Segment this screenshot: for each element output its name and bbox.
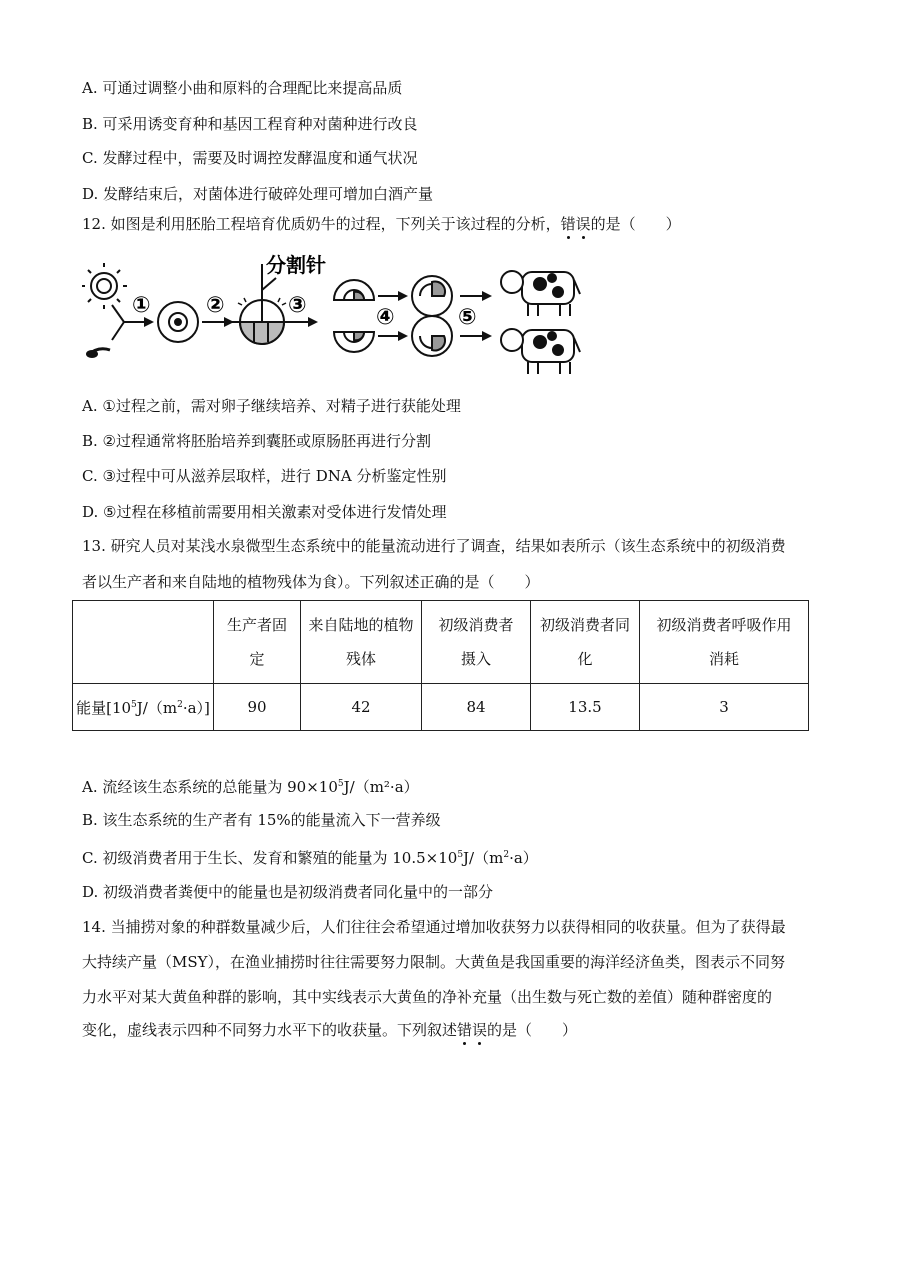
q14-line-3: 力水平对某大黄鱼种群的影响，其中实线表示大黄鱼的净补充量（出生数与死亡数的差值）随种群密度的 (82, 988, 773, 1006)
step-4-label: ④ (376, 305, 395, 330)
cow-bottom-icon (501, 329, 580, 374)
q11-option-b: B. 可采用诱变育种和基因工程育种对菌种进行改良 (82, 115, 418, 133)
q14-emphasis-2: 误 (472, 1021, 488, 1039)
zygote-icon (158, 302, 198, 342)
table-cell: 84 (422, 684, 531, 731)
table-row (73, 684, 809, 731)
split-half-top-icon (334, 280, 374, 300)
step-5-label: ⑤ (458, 305, 477, 330)
table-header-cell: 初级消费者同 化 (531, 601, 640, 684)
q14-line-4 (82, 1020, 577, 1040)
q11-option-d: D. 发酵结束后，对菌体进行破碎处理可增加白酒产量 (82, 185, 434, 203)
step-3-label: ③ (288, 293, 307, 318)
table-header-cell: 来自陆地的植物 残体 (301, 601, 422, 684)
table-corner-cell (73, 601, 214, 684)
sperm-icon (87, 349, 110, 357)
table-cell: 42 (301, 684, 422, 731)
table-row-label: 能量$[10^5J/(m^2\cdot a)]$ (73, 684, 214, 731)
q12-emphasis-2: 误 (575, 215, 591, 233)
q12-option-d: D. ⑤过程在移植前需要用相关激素对受体进行发情处理 (82, 503, 447, 521)
q12-emphasis-1: 错 (560, 215, 576, 233)
q13-stem-line-1: 13. 研究人员对某浅水泉微型生态系统中的能量流动进行了调查，结果如表所示（该生态系统中的初级消费 (82, 537, 786, 555)
split-half-bottom-icon (334, 332, 374, 352)
q13-stem-line-2: 者以生产者和来自陆地的植物残体为食）。下列叙述正确的是（ ） (82, 573, 540, 591)
q12-stem (82, 214, 681, 234)
q14-line-1: 14. 当捕捞对象的种群数量减少后，人们往往会希望通过增加收获努力以获得相同的收获量。但为了获得最 (82, 918, 786, 936)
q12-option-a: A. ①过程之前，需对卵子继续培养、对精子进行获能处理 (82, 397, 461, 415)
table-header-row (73, 601, 809, 684)
step-2-label: ② (206, 293, 225, 318)
q14-line-2: 大持续产量（MSY），在渔业捕捞时往往需要努力限制。大黄鱼是我国重要的海洋经济鱼类，图表示不同努 (82, 953, 786, 971)
q12-stem-post: 的是（ ） (590, 215, 681, 233)
q13-option-c: C. 初级消费者用于生长、发育和繁殖的能量为 $10.5\times 10^5J/(m^2\cdot a)$ (82, 849, 538, 867)
q12-option-c: C. ③过程中可从滋养层取样，进行 DNA 分析鉴定性别 (82, 467, 447, 485)
q13-option-a: A. 流经该生态系统的总能量为 $90\times 10^5J/(m^2\cdot a)$ (82, 778, 419, 796)
table-cell: 13.5 (531, 684, 640, 731)
q11-option-c: C. 发酵过程中，需要及时调控发酵温度和通气状况 (82, 149, 418, 167)
table-header-cell: 初级消费者呼吸作用 消耗 (640, 601, 809, 684)
q11-option-a: A. 可通过调整小曲和原料的合理配比来提高品质 (82, 79, 403, 97)
energy-table (72, 600, 809, 731)
embryo-top-icon (412, 276, 452, 316)
q14-emphasis-1: 错 (457, 1021, 473, 1039)
table-header-cell: 初级消费者 摄入 (422, 601, 531, 684)
q14-line-4-post: 的是（ ） (487, 1021, 578, 1039)
step-1-label: ① (132, 293, 151, 318)
table-cell: 3 (640, 684, 809, 731)
q12-stem-pre: 12. 如图是利用胚胎工程培育优质奶牛的过程，下列关于该过程的分析， (82, 215, 561, 233)
q13-option-d: D. 初级消费者粪便中的能量也是初级消费者同化量中的一部分 (82, 883, 494, 901)
table-cell: 90 (214, 684, 301, 731)
q13-option-b: B. 该生态系统的生产者有 15%的能量流入下一营养级 (82, 811, 441, 829)
splitting-needle-label: 分割针 (266, 253, 326, 277)
embryo-bottom-icon (412, 316, 452, 356)
q14-line-4-pre: 变化，虚线表示四种不同努力水平下的收获量。下列叙述 (82, 1021, 458, 1039)
embryo-engineering-diagram (82, 250, 582, 378)
egg-cell-icon (82, 263, 127, 309)
table-header-cell: 生产者固 定 (214, 601, 301, 684)
q12-option-b: B. ②过程通常将胚胎培养到囊胚或原肠胚再进行分割 (82, 432, 432, 450)
cow-top-icon (501, 271, 580, 316)
